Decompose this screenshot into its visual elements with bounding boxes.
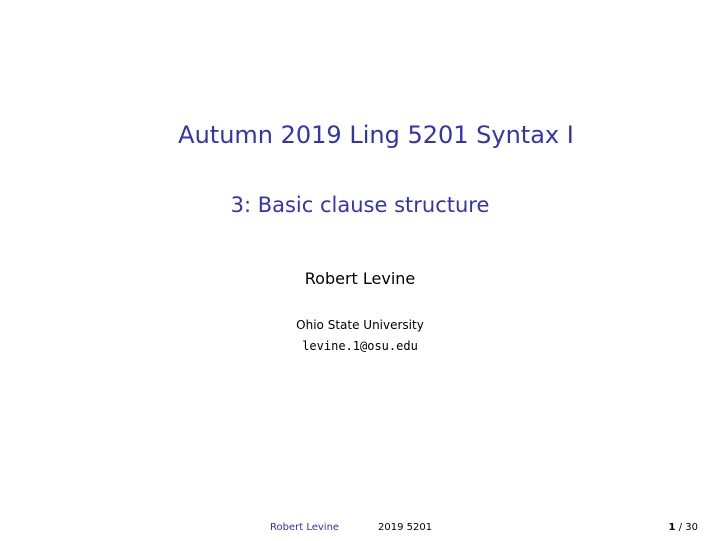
total-pages: 30: [685, 522, 698, 533]
author-email: levine.1@osu.edu: [302, 339, 418, 353]
institute-name: Ohio State University: [296, 318, 424, 332]
page-separator: /: [678, 522, 683, 533]
page-number: [669, 522, 698, 533]
author-name: Robert Levine: [304, 269, 416, 288]
footer-author: Robert Levine: [270, 522, 340, 533]
slide-footer: [0, 522, 720, 538]
footer-date: 2019 5201: [378, 522, 433, 533]
presentation-title: Autumn 2019 Ling 5201 Syntax I: [178, 121, 574, 149]
presentation-subtitle: 3: Basic clause structure: [230, 193, 490, 217]
current-page: 1: [668, 522, 676, 533]
